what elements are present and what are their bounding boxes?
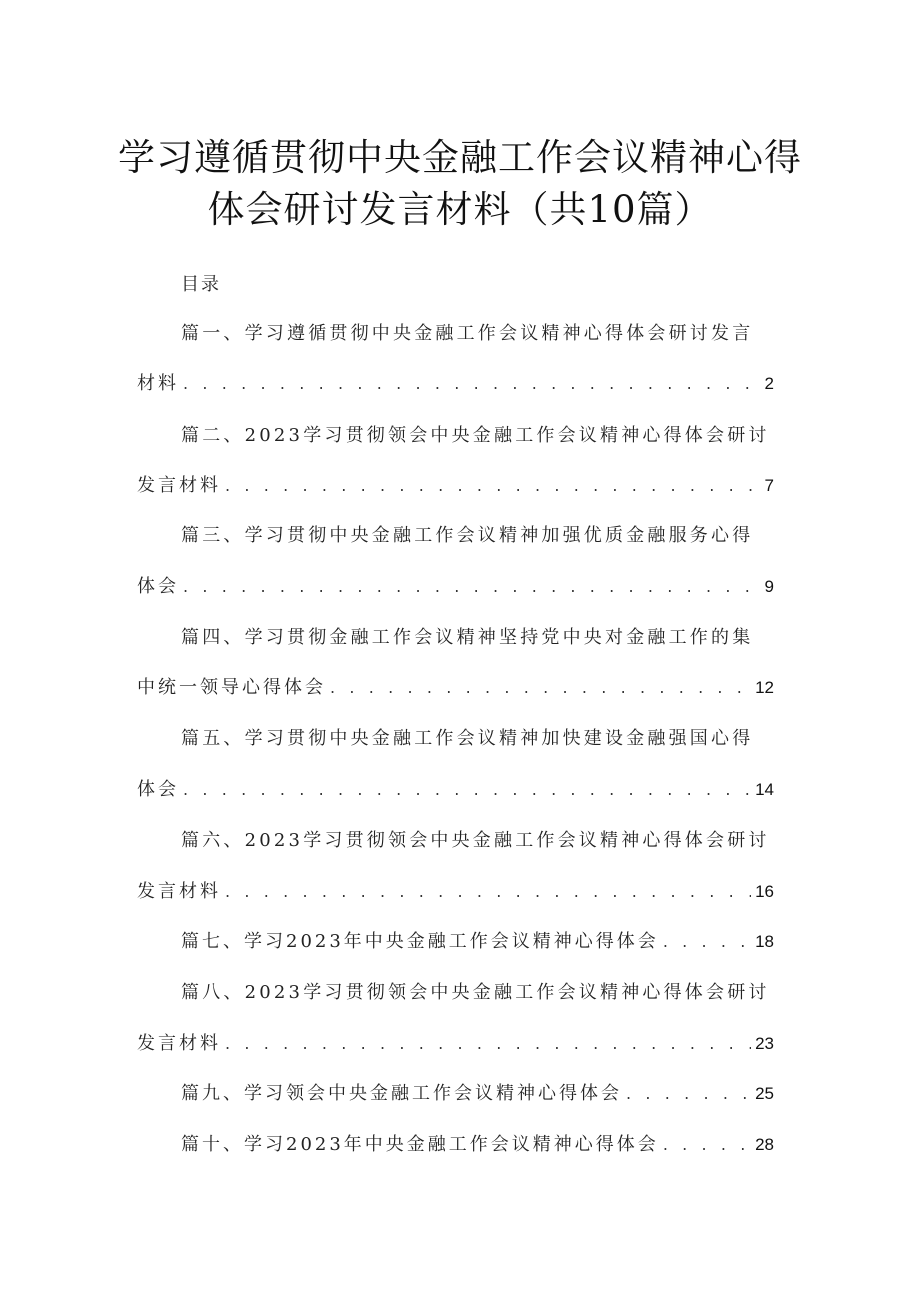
toc-entry-1-line2[interactable] bbox=[137, 371, 774, 397]
toc-entry-2-line2[interactable] bbox=[137, 473, 774, 499]
toc-entry-text: 篇七、学习2023年中央金融工作会议精神心得体会 bbox=[181, 931, 659, 952]
toc-page-number: 12 bbox=[755, 678, 774, 697]
toc-heading: 目录 bbox=[181, 274, 221, 295]
title-line-2: 体会研讨发言材料（共10篇） bbox=[207, 188, 713, 231]
toc-page-number: 14 bbox=[755, 780, 774, 799]
toc-entry-6-line1[interactable]: 篇六、2023学习贯彻领会中央金融工作会议精神心得体会研讨 bbox=[181, 830, 770, 851]
toc-entry-10[interactable] bbox=[181, 1132, 774, 1158]
toc-entry-5-line1[interactable]: 篇五、学习贯彻中央金融工作会议精神加快建设金融强国心得 bbox=[181, 728, 754, 749]
toc-page-number: 9 bbox=[764, 577, 774, 596]
toc-page-number: 25 bbox=[755, 1084, 774, 1103]
dot-leader bbox=[626, 1081, 751, 1107]
toc-entry-4-line2[interactable] bbox=[137, 675, 774, 701]
toc-entry-text: 材料 bbox=[137, 373, 179, 394]
dot-leader bbox=[183, 371, 761, 397]
dot-leader bbox=[183, 777, 751, 803]
document-title bbox=[0, 132, 920, 236]
dot-leader bbox=[330, 675, 751, 701]
toc-entry-3-line1[interactable]: 篇三、学习贯彻中央金融工作会议精神加强优质金融服务心得 bbox=[181, 525, 754, 546]
toc-entry-3-line2[interactable] bbox=[137, 574, 774, 600]
toc-entry-1-line1[interactable]: 篇一、学习遵循贯彻中央金融工作会议精神心得体会研讨发言 bbox=[181, 323, 754, 344]
toc-entry-9[interactable] bbox=[181, 1081, 774, 1107]
toc-page-number: 18 bbox=[755, 932, 774, 951]
toc-entry-text: 体会 bbox=[137, 576, 179, 597]
toc-entry-8-line2[interactable] bbox=[137, 1031, 774, 1057]
dot-leader bbox=[183, 574, 761, 600]
toc-entry-2-line1[interactable]: 篇二、2023学习贯彻领会中央金融工作会议精神心得体会研讨 bbox=[181, 425, 770, 446]
dot-leader bbox=[663, 1132, 751, 1158]
toc-entry-text: 发言材料 bbox=[137, 1033, 221, 1054]
dot-leader bbox=[225, 879, 751, 905]
toc-page-number: 16 bbox=[755, 882, 774, 901]
toc-entry-6-line2[interactable] bbox=[137, 879, 774, 905]
dot-leader bbox=[663, 929, 751, 955]
toc-page-number: 7 bbox=[764, 476, 774, 495]
toc-entry-text: 发言材料 bbox=[137, 475, 221, 496]
toc-entry-4-line1[interactable]: 篇四、学习贯彻金融工作会议精神坚持党中央对金融工作的集 bbox=[181, 627, 754, 648]
toc-page-number: 23 bbox=[755, 1034, 774, 1053]
toc-entry-text: 中统一领导心得体会 bbox=[137, 677, 326, 698]
toc-entry-text: 篇十、学习2023年中央金融工作会议精神心得体会 bbox=[181, 1134, 659, 1155]
toc-entry-7[interactable] bbox=[181, 929, 774, 955]
toc-page-number: 2 bbox=[764, 374, 774, 393]
dot-leader bbox=[225, 1031, 751, 1057]
toc-entry-text: 篇九、学习领会中央金融工作会议精神心得体会 bbox=[181, 1083, 622, 1104]
toc-entry-text: 发言材料 bbox=[137, 881, 221, 902]
title-line-1: 学习遵循贯彻中央金融工作会议精神心得 bbox=[118, 136, 802, 179]
toc-entry-5-line2[interactable] bbox=[137, 777, 774, 803]
toc-entry-text: 体会 bbox=[137, 779, 179, 800]
toc-page-number: 28 bbox=[755, 1135, 774, 1154]
toc-entry-8-line1[interactable]: 篇八、2023学习贯彻领会中央金融工作会议精神心得体会研讨 bbox=[181, 982, 770, 1003]
dot-leader bbox=[225, 473, 761, 499]
